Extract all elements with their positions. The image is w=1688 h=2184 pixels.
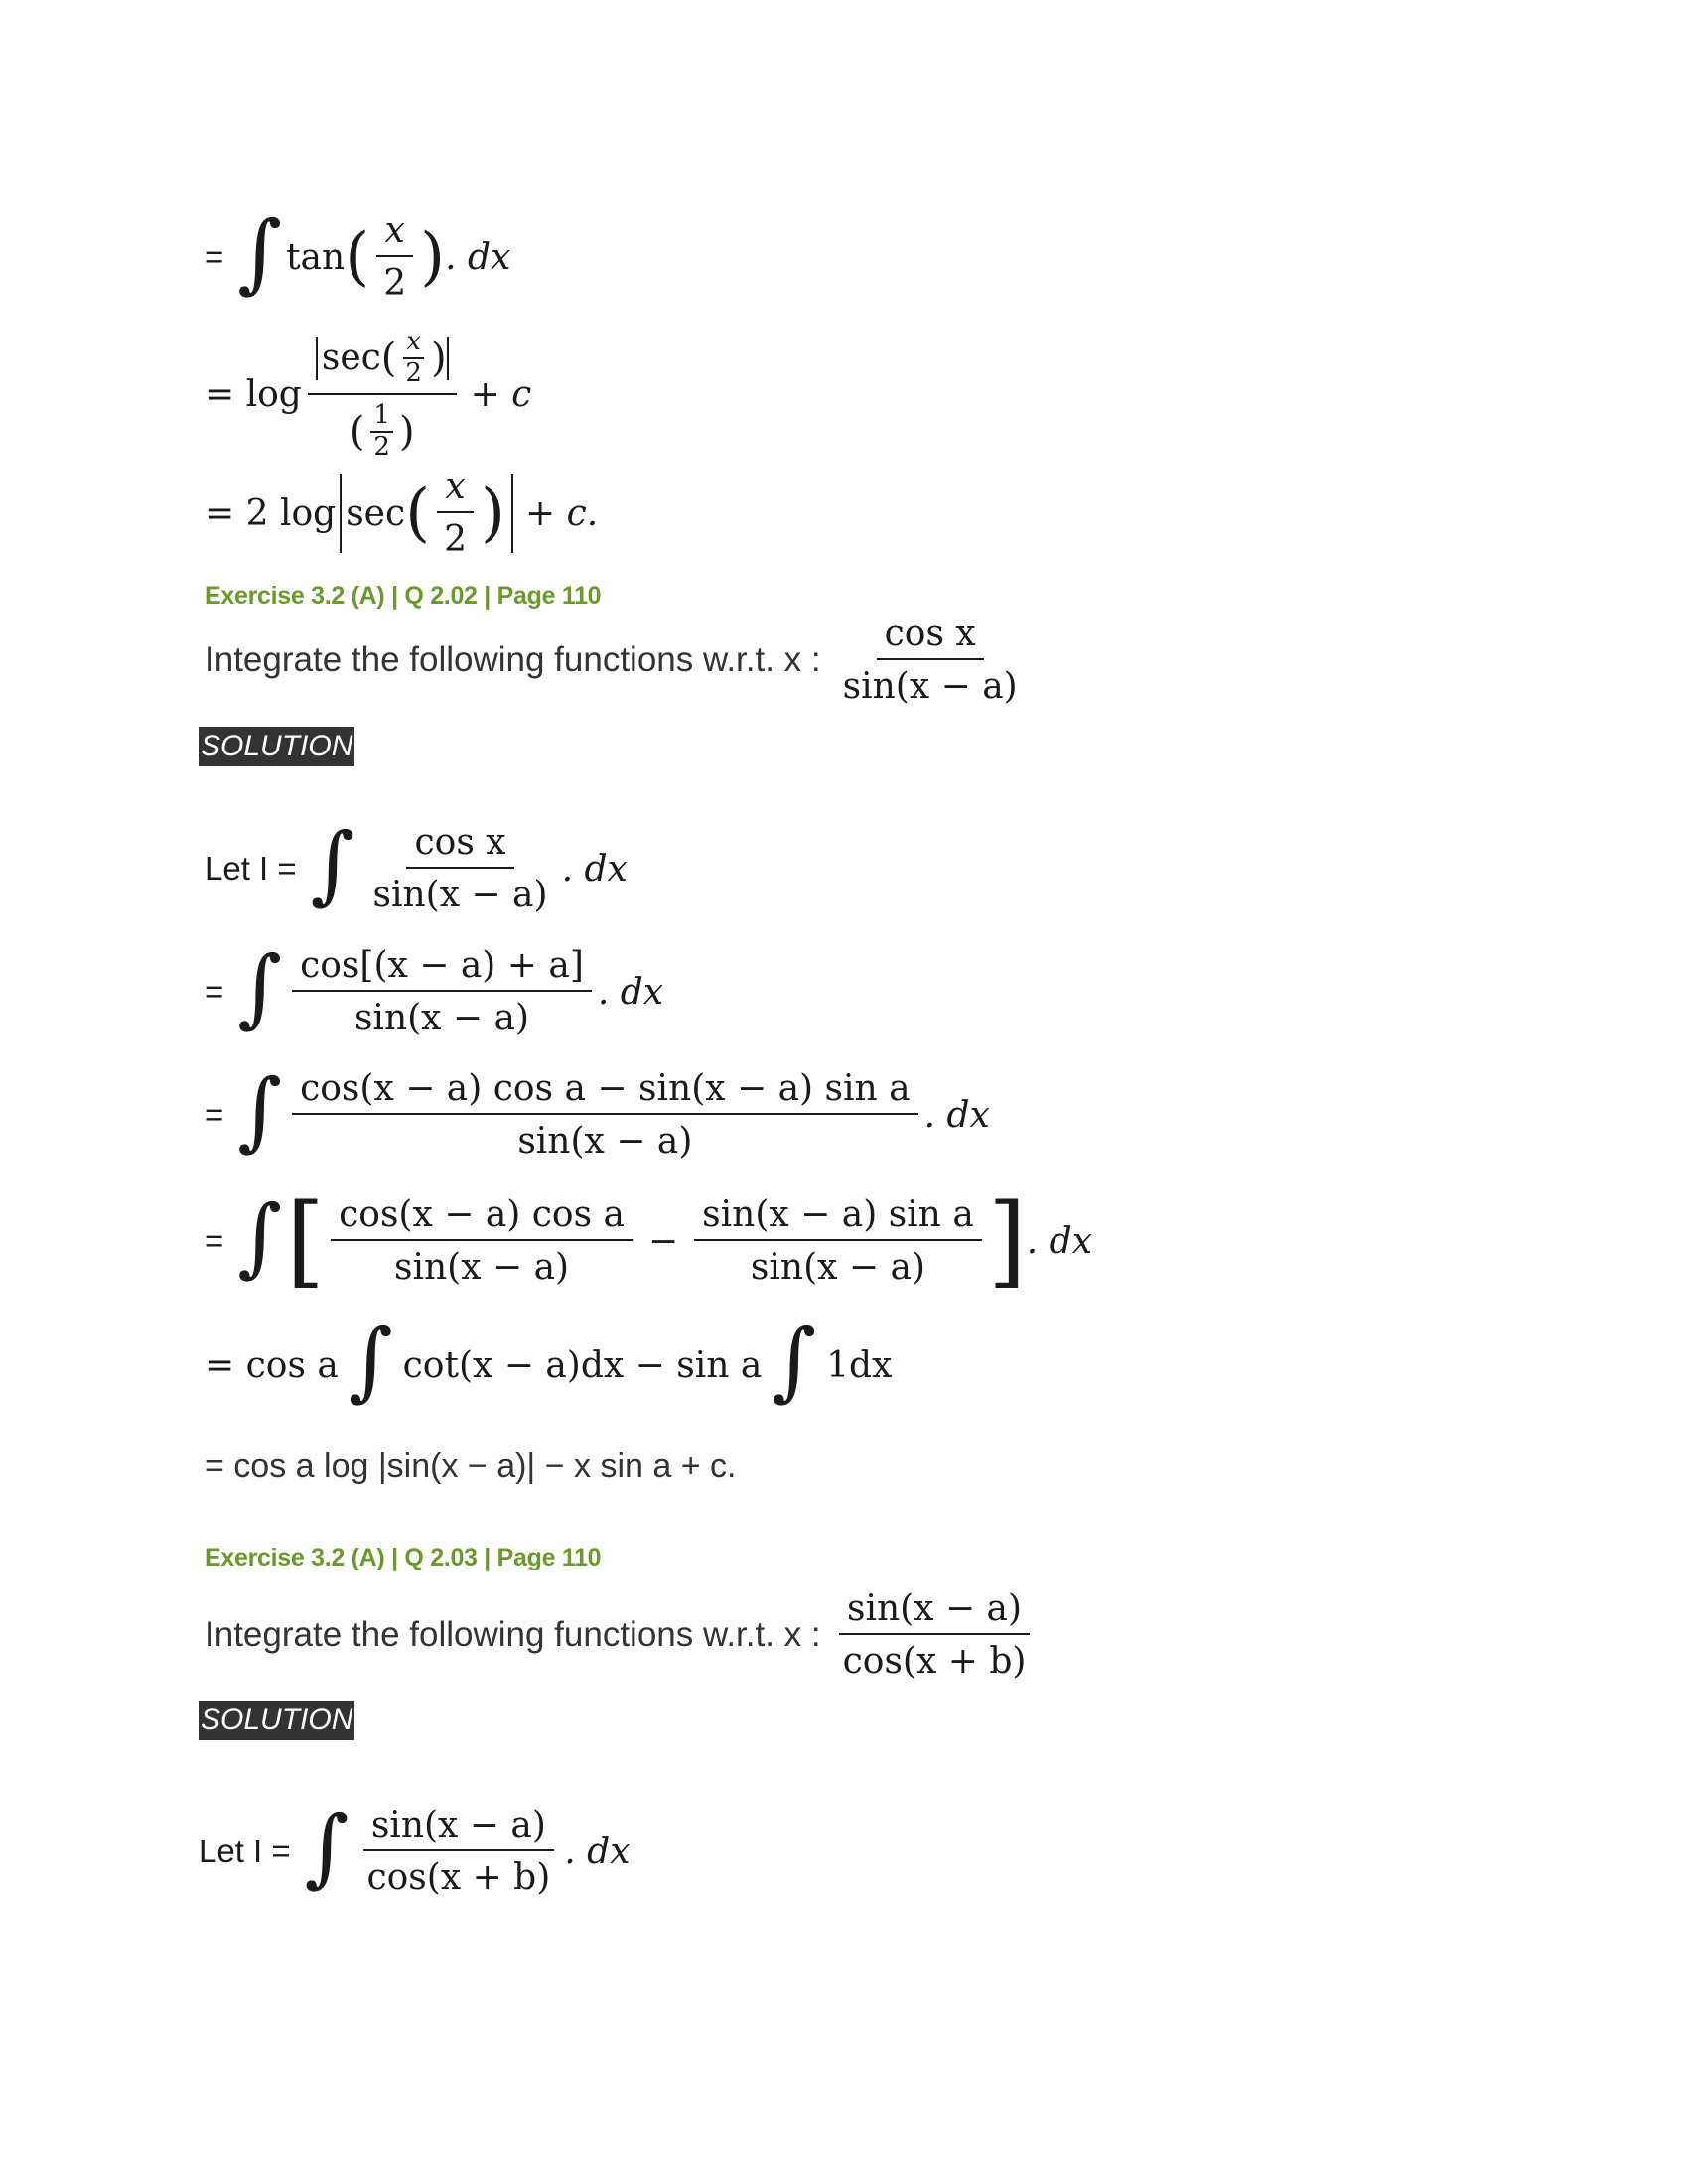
integrand-fraction: [358, 1805, 558, 1899]
denominator: sin(x − a): [394, 1247, 570, 1288]
let-i-equals: Let I =: [199, 1833, 291, 1870]
integral-sign: ∫: [304, 1798, 350, 1898]
fraction-x-over-2: [375, 210, 414, 305]
cot-term: cot(x − a)dx − sin a: [402, 1344, 763, 1386]
numerator: sin(x − a) sin a: [694, 1194, 982, 1241]
question-fraction: [835, 614, 1026, 708]
abs-bar-right: [447, 337, 449, 380]
half-fraction: [370, 401, 393, 463]
numerator: x: [376, 210, 412, 257]
numerator: cos(x − a) cos a: [331, 1194, 633, 1241]
integral-sign: ∫: [237, 204, 283, 304]
integral-sign: ∫: [310, 815, 355, 915]
one-dx: 1dx: [826, 1344, 893, 1386]
equals-cos-a: = cos a: [205, 1344, 339, 1386]
solution-1-step-1: [205, 815, 628, 916]
inner-fraction: [402, 328, 425, 389]
denominator: [342, 395, 423, 463]
left-paren: (: [345, 220, 370, 295]
half-denominator: 2: [373, 431, 390, 462]
tan-function: tan: [286, 236, 346, 278]
denominator: 2: [444, 519, 468, 561]
integrand-fraction: [292, 1068, 918, 1162]
numerator: cos[(x − a) + a]: [292, 945, 592, 992]
question-fraction: [835, 1588, 1035, 1683]
solution-label-2: SOLUTION: [199, 1701, 354, 1740]
plus-constant: + c.: [524, 492, 599, 534]
abs-bar-right: [511, 474, 513, 553]
question-1: [205, 614, 1032, 708]
numerator: sin(x − a): [363, 1805, 554, 1851]
let-i-equals: Let I =: [205, 850, 297, 887]
numerator: cos(x − a) cos a − sin(x − a) sin a: [292, 1068, 918, 1115]
differential: . dx: [561, 848, 628, 889]
solution-1-step-4: [205, 1182, 1093, 1298]
left-bracket: [: [286, 1182, 326, 1298]
plus-constant: + c: [470, 374, 532, 416]
denominator: cos(x + b): [366, 1857, 551, 1899]
solution-1-step-5: [205, 1311, 893, 1411]
sec-function: sec: [321, 338, 381, 379]
right-paren: ): [398, 408, 415, 455]
inner-numerator: x: [403, 328, 424, 359]
denominator: sin(x − a): [517, 1121, 693, 1162]
question-text: Integrate the following functions w.r.t. x :: [205, 640, 821, 680]
solution-label-1: SOLUTION: [199, 727, 354, 766]
right-paren: ): [420, 220, 446, 295]
equals-sign: =: [205, 1222, 224, 1259]
integral-sign: ∫: [237, 1061, 283, 1161]
integrand-fraction: [364, 822, 555, 916]
denominator: 2: [383, 263, 407, 305]
integral-sign: ∫: [237, 938, 283, 1038]
denominator: cos(x + b): [842, 1641, 1027, 1683]
left-paren: (: [380, 335, 397, 381]
differential: . dx: [445, 236, 511, 278]
denominator: sin(x − a): [353, 998, 530, 1039]
numerator: [308, 328, 457, 395]
left-paren: (: [349, 408, 365, 455]
equals-sign: =: [205, 1096, 224, 1134]
exercise-reference-1: Exercise 3.2 (A) | Q 2.02 | Page 110: [205, 582, 602, 610]
numerator: cos x: [877, 614, 984, 660]
differential: . dx: [564, 1831, 631, 1872]
equals-sign: =: [205, 973, 224, 1011]
equation-line-3: [205, 467, 598, 561]
second-fraction: [694, 1194, 982, 1289]
abs-bar-left: [316, 337, 318, 380]
differential: . dx: [923, 1094, 990, 1136]
right-paren: ): [481, 477, 505, 551]
numerator: x: [437, 467, 473, 513]
numerator: cos x: [406, 822, 513, 869]
equation-line-1: [205, 204, 511, 305]
denominator: sin(x − a): [750, 1247, 926, 1288]
log-fraction: [308, 328, 457, 463]
differential: . dx: [1026, 1220, 1093, 1262]
solution-1-result: [205, 1447, 736, 1486]
question-text: Integrate the following functions w.r.t. x :: [205, 1615, 821, 1655]
differential: . dx: [597, 971, 664, 1013]
solution-1-step-3: [205, 1061, 990, 1162]
half-numerator: 1: [370, 401, 393, 433]
equals-log: = log: [205, 374, 302, 416]
equation-line-2: [205, 328, 531, 463]
denominator: sin(x − a): [372, 875, 548, 916]
integral-sign: ∫: [348, 1311, 393, 1411]
left-paren: (: [405, 477, 431, 551]
solution-2-step-1: [199, 1798, 631, 1899]
integrand-fraction: [292, 945, 592, 1039]
result-text: = cos a log |sin(x − a)| − x sin a + c.: [205, 1447, 737, 1485]
exercise-reference-2: Exercise 3.2 (A) | Q 2.03 | Page 110: [205, 1544, 602, 1571]
numerator: sin(x − a): [839, 1588, 1030, 1635]
integral-sign: ∫: [772, 1311, 817, 1411]
fraction-x-over-2: [436, 467, 475, 561]
question-2: [205, 1588, 1040, 1683]
sec-function: sec: [346, 492, 406, 534]
abs-bar-left: [340, 474, 342, 553]
right-bracket: ]: [987, 1182, 1027, 1298]
minus-sign: −: [648, 1220, 679, 1262]
inner-denominator: 2: [405, 357, 422, 388]
solution-1-step-2: [205, 938, 664, 1039]
right-paren: ): [430, 335, 447, 381]
denominator: sin(x − a): [842, 666, 1018, 708]
integral-sign: ∫: [237, 1187, 283, 1287]
equals-sign: =: [205, 238, 224, 276]
first-fraction: [331, 1194, 633, 1289]
equals-2-log: = 2 log: [205, 492, 337, 534]
